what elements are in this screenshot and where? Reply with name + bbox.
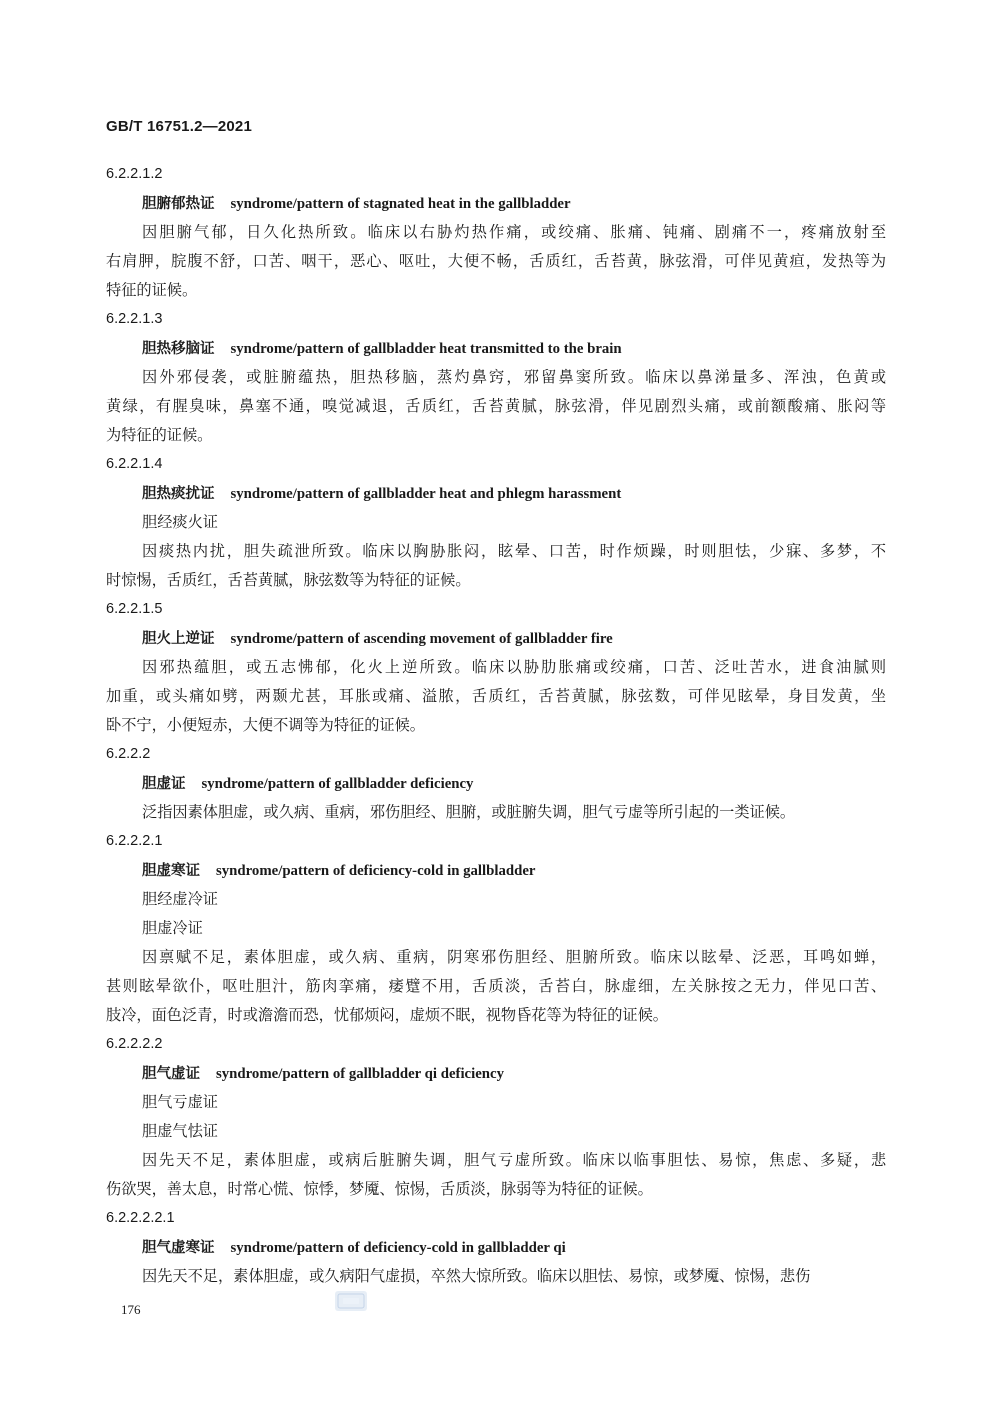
page-number: 176 (121, 1302, 141, 1317)
standard-header: GB/T 16751.2—2021 (106, 118, 252, 135)
term-english: syndrome/pattern of deficiency-cold in gallbladder (216, 863, 536, 879)
sac-watermark-icon (334, 1288, 368, 1314)
clause-section (106, 1204, 886, 1291)
document-content (106, 160, 886, 1291)
term-english: syndrome/pattern of deficiency-cold in gallbladder qi (230, 1240, 566, 1256)
term-line (106, 189, 886, 218)
term-chinese: 胆火上逆证 (142, 631, 215, 647)
term-line (106, 334, 886, 363)
definition-line: 为特征的证候。 (106, 426, 213, 444)
clause-number: 6.2.2.1.3 (106, 311, 163, 327)
clause-section (106, 740, 886, 827)
clause-section (106, 1030, 886, 1204)
definition-line: 泛指因素体胆虚，或久病、重病，邪伤胆经、胆腑，或脏腑失调，胆气亏虚等所引起的一类证候。 (142, 803, 796, 821)
term-english: syndrome/pattern of gallbladder heat and phlegm harassment (230, 486, 622, 502)
clause-section (106, 450, 886, 595)
term-line (106, 1059, 886, 1088)
clause-number: 6.2.2.2 (106, 746, 151, 762)
definition-line: 甚则眩晕欲仆，呕吐胆汁，筋肉挛痛，痿躄不用，舌质淡，舌苔白，脉虚细，左关脉按之无力，伴见口苦、 (106, 977, 886, 995)
term-chinese: 胆热痰扰证 (142, 486, 215, 502)
term-english: syndrome/pattern of ascending movement of gallbladder fire (230, 631, 613, 647)
clause-number: 6.2.2.1.2 (106, 166, 163, 182)
term-line (106, 769, 886, 798)
term-english: syndrome/pattern of gallbladder heat transmitted to the brain (230, 341, 622, 357)
clause-section (106, 305, 886, 450)
clause-section (106, 827, 886, 1030)
clause-number: 6.2.2.1.5 (106, 601, 163, 617)
synonym-term: 胆虚冷证 (142, 919, 203, 937)
definition-line: 因胆腑气郁，日久化热所致。临床以右胁灼热作痛，或绞痛、胀痛、钝痛、剧痛不一，疼痛放射至 (142, 223, 886, 241)
synonym-term: 胆经虚冷证 (142, 890, 218, 908)
term-line (106, 479, 886, 508)
definition-line: 因先天不足，素体胆虚，或久病阳气虚损，卒然大惊所致。临床以胆怯、易惊，或梦魇、惊惕，悲伤 (142, 1267, 811, 1285)
definition-line: 加重，或头痛如劈，两颞尤甚，耳胀或痛、溢脓，舌质红，舌苔黄腻，脉弦数，可伴见眩晕，身目发黄，坐 (106, 687, 886, 705)
clause-number: 6.2.2.1.4 (106, 456, 163, 472)
definition-line: 因邪热蕴胆，或五志怫郁，化火上逆所致。临床以胁肋胀痛或绞痛，口苦、泛吐苦水，进食油腻则 (142, 658, 886, 676)
term-chinese: 胆气虚证 (142, 1066, 200, 1082)
term-chinese: 胆虚寒证 (142, 863, 200, 879)
clause-number: 6.2.2.2.2 (106, 1036, 163, 1052)
clause-number: 6.2.2.2.2.1 (106, 1210, 175, 1226)
definition-line: 右肩胛，脘腹不舒，口苦、咽干，恶心、呕吐，大便不畅，舌质红，舌苔黄，脉弦滑，可伴见黄疸，发热等为 (106, 252, 886, 270)
definition-line: 肢冷，面色泛青，时或澹澹而恐，忧郁烦闷，虚烦不眠，视物昏花等为特征的证候。 (106, 1006, 668, 1024)
term-chinese: 胆腑郁热证 (142, 196, 215, 212)
term-english: syndrome/pattern of gallbladder qi deficiency (216, 1066, 504, 1082)
definition-line: 因痰热内扰，胆失疏泄所致。临床以胸胁胀闷，眩晕、口苦，时作烦躁，时则胆怯，少寐、多梦，不 (142, 542, 886, 560)
term-chinese: 胆虚证 (142, 776, 186, 792)
term-line (106, 624, 886, 653)
definition-line: 因外邪侵袭，或脏腑蕴热，胆热移脑，蒸灼鼻窍，邪留鼻窦所致。临床以鼻涕量多、浑浊，色黄或 (142, 368, 886, 386)
clause-section (106, 160, 886, 305)
clause-section (106, 595, 886, 740)
term-chinese: 胆热移脑证 (142, 341, 215, 357)
clause-number: 6.2.2.2.1 (106, 833, 163, 849)
definition-line: 特征的证候。 (106, 281, 198, 299)
definition-line: 黄绿，有腥臭味，鼻塞不通，嗅觉减退，舌质红，舌苔黄腻，脉弦滑，伴见剧烈头痛，或前额酸痛、胀闷等 (106, 397, 886, 415)
term-line (106, 1233, 886, 1262)
definition-line: 卧不宁，小便短赤，大便不调等为特征的证候。 (106, 716, 425, 734)
term-line (106, 856, 886, 885)
synonym-term: 胆虚气怯证 (142, 1122, 218, 1140)
term-english: syndrome/pattern of stagnated heat in the gallbladder (230, 196, 571, 212)
definition-line: 伤欲哭，善太息，时常心慌、惊悸，梦魇、惊惕，舌质淡，脉弱等为特征的证候。 (106, 1180, 653, 1198)
term-chinese: 胆气虚寒证 (142, 1240, 215, 1256)
synonym-term: 胆气亏虚证 (142, 1093, 218, 1111)
definition-line: 时惊惕，舌质红，舌苔黄腻，脉弦数等为特征的证候。 (106, 571, 471, 589)
synonym-term: 胆经痰火证 (142, 513, 218, 531)
term-english: syndrome/pattern of gallbladder deficiency (201, 776, 474, 792)
definition-line: 因禀赋不足，素体胆虚，或久病、重病，阴寒邪伤胆经、胆腑所致。临床以眩晕、泛恶，耳鸣如蝉， (142, 948, 886, 966)
definition-line: 因先天不足，素体胆虚，或病后脏腑失调，胆气亏虚所致。临床以临事胆怯、易惊，焦虑、多疑，悲 (142, 1151, 886, 1169)
